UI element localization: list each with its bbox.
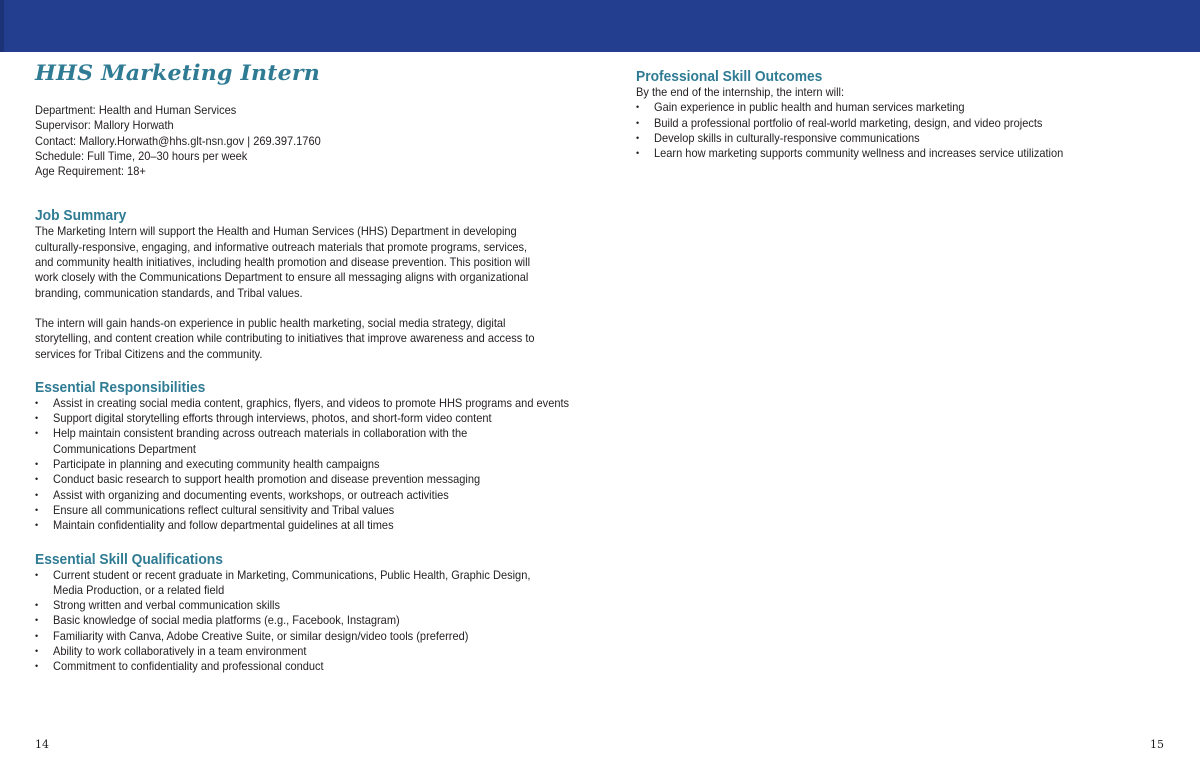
outcomes-intro: By the end of the internship, the intern will: <box>636 85 845 99</box>
job-summary-paragraph-1 <box>35 224 578 300</box>
header-band <box>0 0 1200 52</box>
bullet-icon: • <box>636 148 640 159</box>
list-item <box>35 488 580 503</box>
list-item-text: Gain experience in public health and human services marketing <box>654 100 965 115</box>
department-line: Department: Health and Human Services <box>35 103 237 117</box>
page-number-left: 14 <box>35 738 49 751</box>
bullet-icon: • <box>636 102 640 113</box>
list-item <box>636 146 1156 161</box>
bullet-icon: • <box>35 428 39 439</box>
list-item <box>35 598 580 613</box>
age-requirement-line: Age Requirement: 18+ <box>35 164 146 179</box>
list-item-text: Commitment to confidentiality and professional conduct <box>53 659 324 674</box>
bullet-icon: • <box>35 520 39 531</box>
outcomes-list <box>636 100 1156 161</box>
list-item-text: Maintain confidentiality and follow departmental guidelines at all times <box>53 518 394 533</box>
list-item-text: Strong written and verbal communication skills <box>53 598 281 613</box>
list-item <box>35 644 580 659</box>
list-item <box>35 503 580 518</box>
responsibilities-heading: Essential Responsibilities <box>35 378 206 396</box>
left-page <box>35 60 580 675</box>
list-item-text: Assist with organizing and documenting events, workshops, or outreach activities <box>53 487 449 502</box>
bullet-icon: • <box>35 504 39 515</box>
list-item <box>636 116 1156 131</box>
bullet-icon: • <box>636 132 640 143</box>
list-item <box>35 613 580 628</box>
summary-line: The Marketing Intern will support the Health and Human Services (HHS) Department in developing <box>35 224 517 239</box>
bullet-icon: • <box>35 459 39 470</box>
outcomes-heading: Professional Skill Outcomes <box>636 68 823 85</box>
bullet-icon: • <box>35 474 39 485</box>
list-item-text: Ensure all communications reflect cultural sensitivity and Tribal values <box>53 502 395 517</box>
list-item-text: Current student or recent graduate in Marketing, Communications, Public Health, Graphic Design, <box>53 567 531 582</box>
bullet-icon: • <box>636 117 640 128</box>
bullet-icon: • <box>35 413 39 424</box>
list-item-text: Communications Department <box>53 441 196 456</box>
qualifications-heading: Essential Skill Qualifications <box>35 550 223 568</box>
job-summary-heading: Job Summary <box>35 207 127 225</box>
bullet-icon: • <box>35 630 39 641</box>
job-summary-paragraph-2 <box>35 316 578 362</box>
list-item-text: Media Production, or a related field <box>53 582 225 597</box>
list-item <box>35 568 580 599</box>
page-title: HHS Marketing Intern <box>35 60 320 85</box>
summary-line: work closely with the Communications Department to ensure all messaging aligns with organizational <box>35 270 529 285</box>
summary-line: branding, communication standards, and Tribal values. <box>35 285 303 300</box>
list-item <box>35 396 580 411</box>
summary-line: services for Tribal Citizens and the community. <box>35 346 263 361</box>
schedule-line: Schedule: Full Time, 20–30 hours per week <box>35 148 248 163</box>
list-item <box>35 629 580 644</box>
list-item-text: Participate in planning and executing community health campaigns <box>53 457 380 472</box>
list-item-text: Build a professional portfolio of real-world marketing, design, and video projects <box>654 115 1043 130</box>
list-item <box>35 518 580 533</box>
list-item-text: Ability to work collaboratively in a team environment <box>53 644 307 659</box>
list-item-text: Support digital storytelling efforts through interviews, photos, and short-form video content <box>53 411 492 426</box>
bullet-icon: • <box>35 600 39 611</box>
summary-line: The intern will gain hands-on experience in public health marketing, social media strategy, digital <box>35 315 506 330</box>
bullet-icon: • <box>35 569 39 580</box>
right-page <box>636 68 1156 161</box>
page-number-right: 15 <box>1150 738 1164 751</box>
summary-line: and community health initiatives, including health promotion and disease prevention. This position will <box>35 255 531 270</box>
bullet-icon: • <box>35 615 39 626</box>
summary-line: storytelling, and content creation while contributing to initiatives that improve awareness and access to <box>35 331 535 346</box>
list-item <box>35 659 580 674</box>
bullet-icon: • <box>35 646 39 657</box>
job-details <box>35 103 580 179</box>
list-item <box>35 426 580 457</box>
list-item <box>35 411 580 426</box>
supervisor-line: Supervisor: Mallory Horwath <box>35 118 174 133</box>
list-item <box>636 131 1156 146</box>
list-item-text: Conduct basic research to support health promotion and disease prevention messaging <box>53 472 481 487</box>
list-item-text: Assist in creating social media content, graphics, flyers, and videos to promote HHS programs and events <box>53 395 570 410</box>
list-item-text: Familiarity with Canva, Adobe Creative Suite, or similar design/video tools (preferred) <box>53 628 469 643</box>
bullet-icon: • <box>35 489 39 500</box>
list-item-text: Develop skills in culturally-responsive communications <box>654 130 920 145</box>
list-item-text: Basic knowledge of social media platforms (e.g., Facebook, Instagram) <box>53 613 400 628</box>
list-item <box>35 457 580 472</box>
list-item-text: Learn how marketing supports community wellness and increases service utilization <box>654 146 1064 161</box>
list-item-text: Help maintain consistent branding across outreach materials in collaboration with the <box>53 426 468 441</box>
header-band-edge <box>0 0 4 52</box>
list-item <box>636 100 1156 115</box>
bullet-icon: • <box>35 661 39 672</box>
list-item <box>35 472 580 487</box>
contact-line: Contact: Mallory.Horwath@hhs.glt-nsn.gov | 269.397.1760 <box>35 133 321 148</box>
qualifications-list <box>35 568 580 675</box>
bullet-icon: • <box>35 397 39 408</box>
responsibilities-list <box>35 396 580 534</box>
summary-line: culturally-responsive, engaging, and informative outreach materials that promote programs, services, <box>35 239 528 254</box>
